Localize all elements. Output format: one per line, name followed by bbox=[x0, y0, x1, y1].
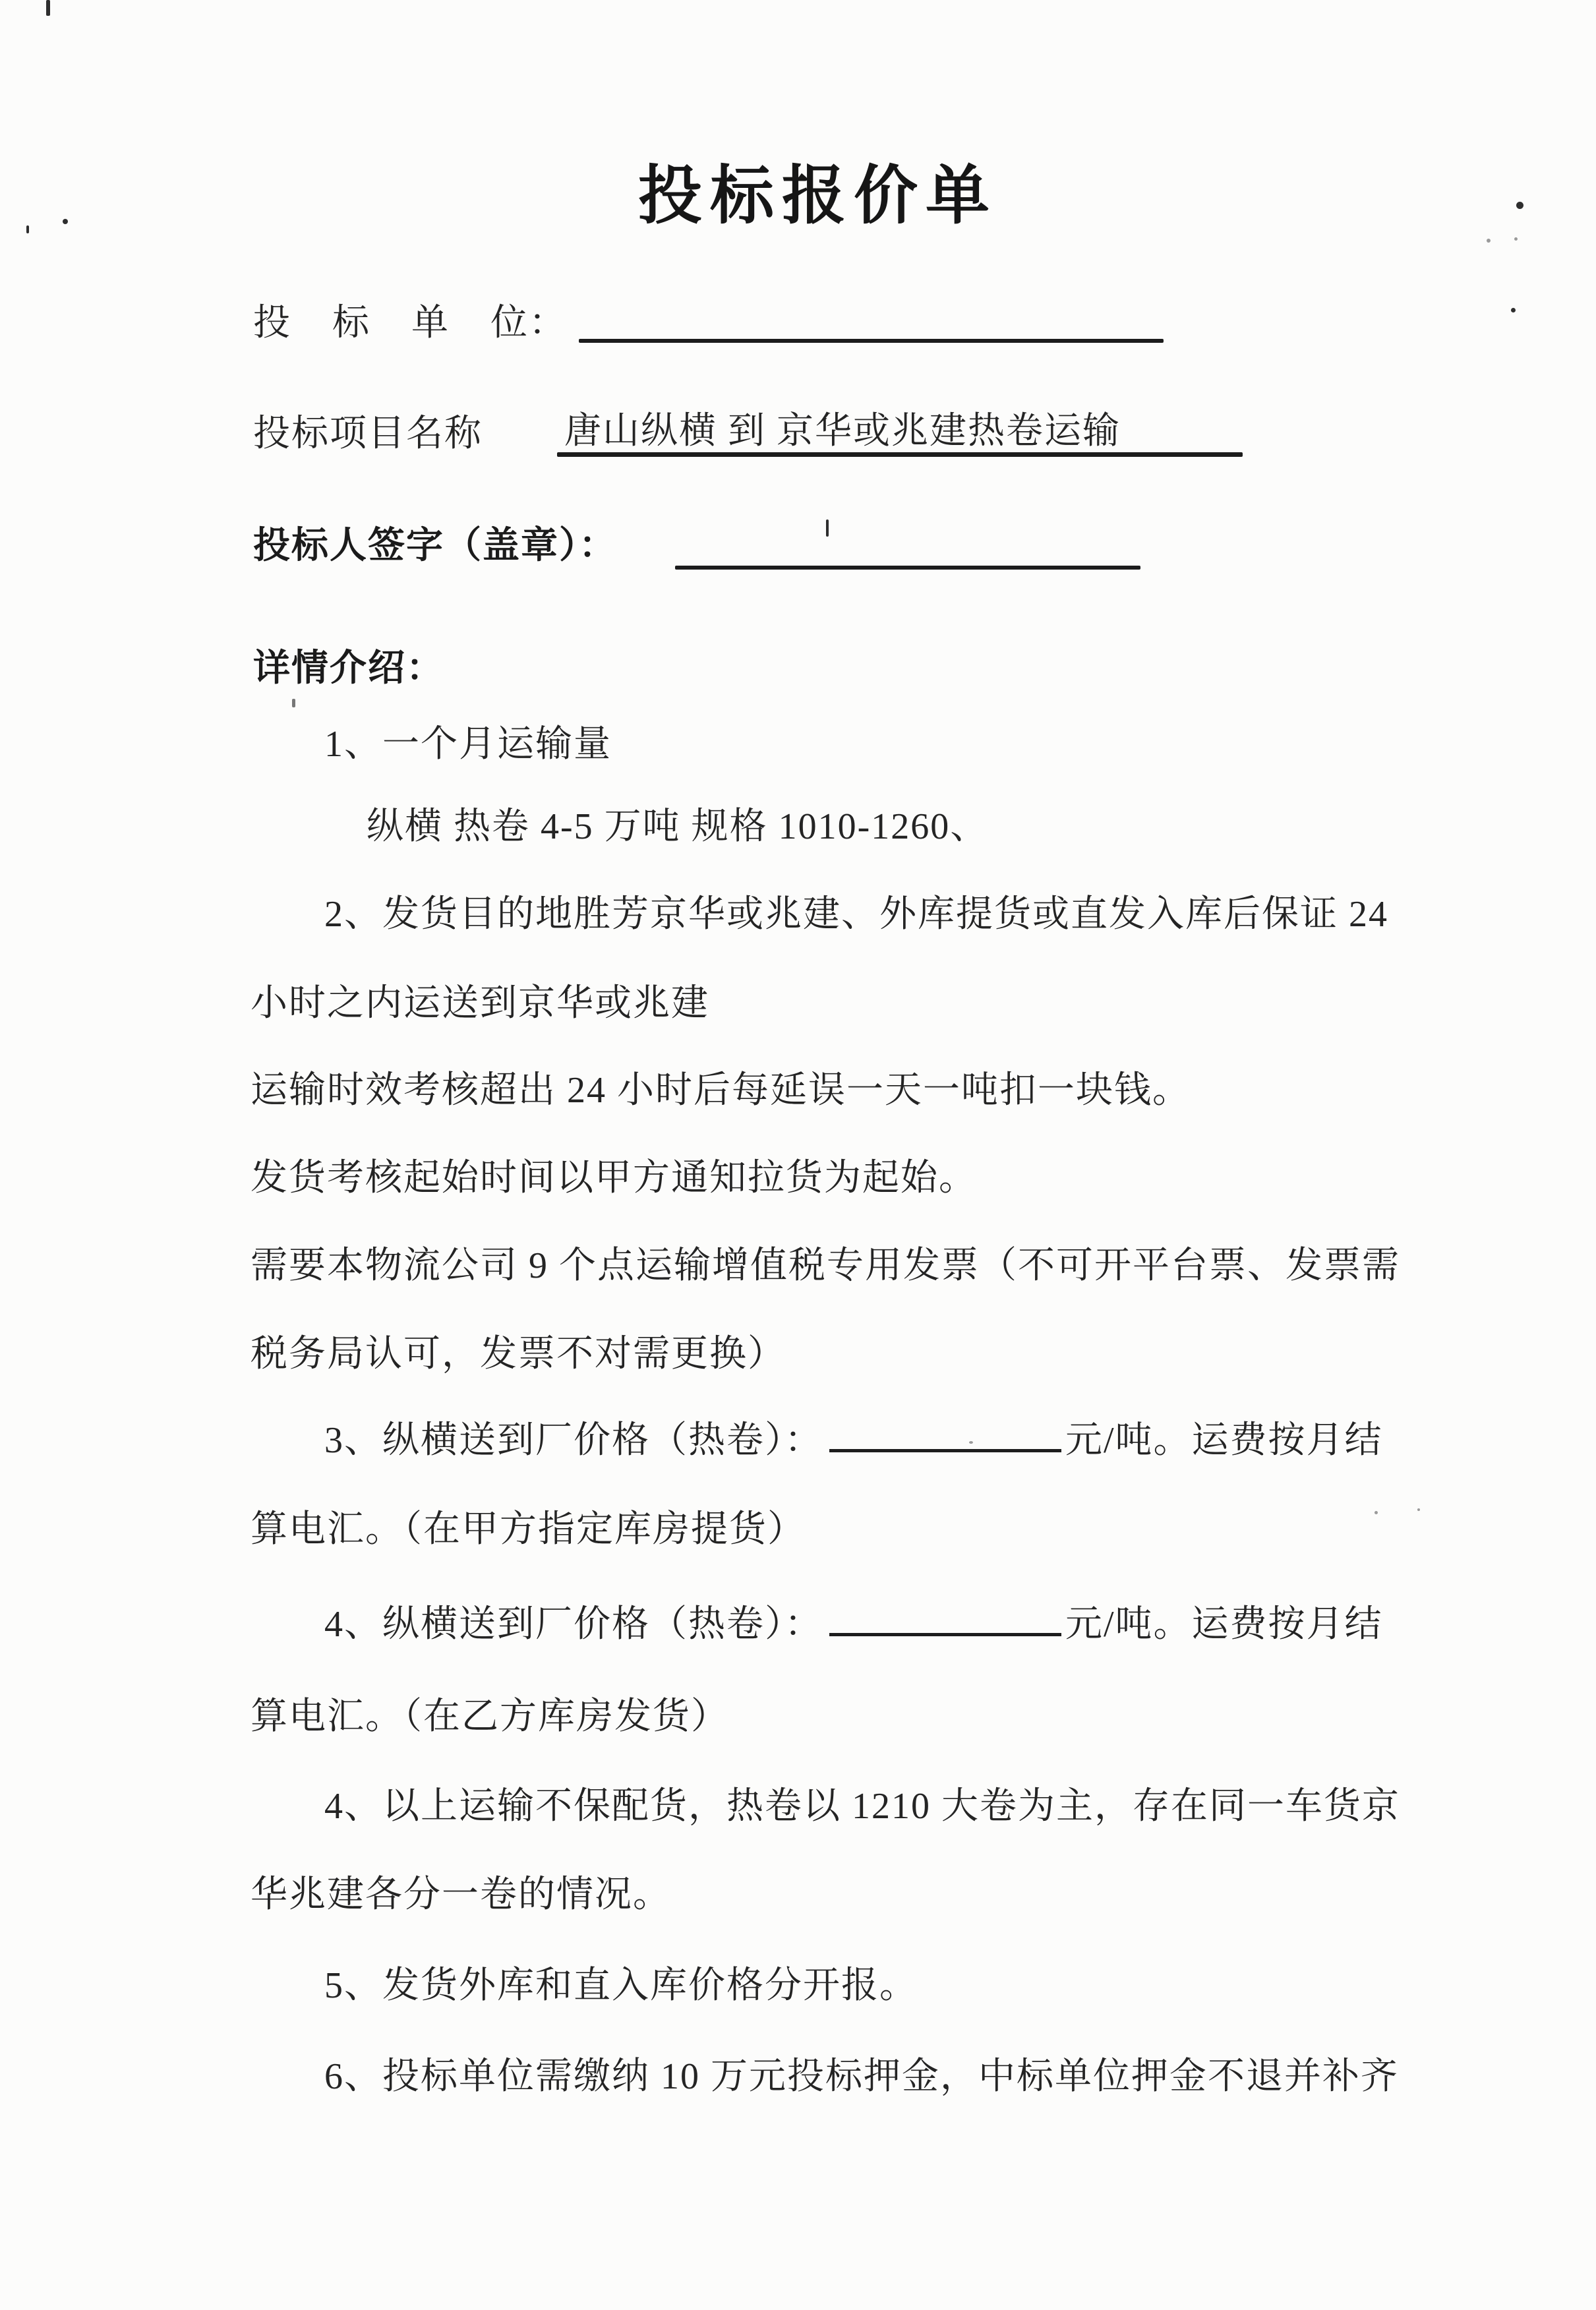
price-delivery-blank-field bbox=[829, 1604, 1061, 1636]
project-name-value: 唐山纵横 到 京华或兆建热卷运输 bbox=[564, 411, 1121, 452]
document-title: 投标报价单 bbox=[638, 161, 997, 231]
scan-artifact bbox=[46, 0, 50, 16]
details-heading: 详情介绍： bbox=[253, 648, 444, 689]
bidder-unit-label: 投 标 单 位： bbox=[253, 303, 567, 343]
line-delay-penalty: 运输时效考核超出 24 小时后每延误一天一吨扣一块钱。 bbox=[251, 1070, 1191, 1111]
line-destination-cont: 小时之内运送到京华或兆建 bbox=[251, 983, 709, 1024]
scan-artifact bbox=[826, 519, 829, 537]
bidder-unit-blank-line bbox=[579, 339, 1164, 343]
price-pickup-blank-field bbox=[829, 1420, 1061, 1452]
line-price-pickup bbox=[324, 1419, 1383, 1462]
signature-blank-line bbox=[675, 566, 1140, 570]
scan-artifact bbox=[1417, 1508, 1420, 1511]
line-price-pickup-settlement: 算电汇。（在甲方指定库房提货） bbox=[251, 1509, 806, 1550]
scan-artifact bbox=[63, 219, 68, 224]
line-price-delivery bbox=[324, 1603, 1383, 1645]
line-monthly-volume-detail: 纵横 热卷 4-5 万吨 规格 1010-1260、 bbox=[367, 806, 989, 847]
line-assessment-start: 发货考核起始时间以甲方通知拉货为起始。 bbox=[251, 1158, 977, 1199]
scan-artifact bbox=[1511, 308, 1516, 312]
line-price-delivery-settlement: 算电汇。（在乙方库房发货） bbox=[251, 1696, 729, 1737]
line-destination: 2、发货目的地胜芳京华或兆建、外库提货或直发入库后保证 24 bbox=[324, 894, 1388, 935]
scan-artifact bbox=[292, 699, 295, 707]
scan-artifact bbox=[1374, 1511, 1378, 1514]
price-pickup-label: 3、纵横送到厂价格（热卷）： bbox=[324, 1420, 823, 1461]
scan-artifact bbox=[1516, 202, 1523, 209]
line-separate-quote: 5、发货外库和直入库价格分开报。 bbox=[324, 1965, 918, 2006]
line-monthly-volume: 1、一个月运输量 bbox=[324, 724, 612, 765]
scan-artifact bbox=[26, 225, 29, 233]
line-invoice-requirement: 需要本物流公司 9 个点运输增值税专用发票（不可开平台票、发票需 bbox=[251, 1245, 1400, 1286]
project-name-label: 投标项目名称 bbox=[253, 413, 483, 454]
scan-artifact bbox=[1514, 237, 1518, 241]
scan-artifact bbox=[1487, 239, 1491, 243]
price-delivery-label: 4、纵横送到厂价格（热卷）： bbox=[324, 1604, 823, 1645]
project-name-underline bbox=[557, 452, 1243, 457]
line-no-consolidation-cont: 华兆建各分一卷的情况。 bbox=[251, 1874, 671, 1915]
line-invoice-requirement-cont: 税务局认可，发票不对需更换） bbox=[251, 1334, 786, 1375]
line-no-consolidation: 4、以上运输不保配货，热卷以 1210 大卷为主，存在同一车货京 bbox=[324, 1786, 1400, 1827]
price-pickup-unit: 元/吨。运费按月结 bbox=[1065, 1420, 1383, 1461]
signature-seal-label: 投标人签字（盖章）： bbox=[253, 525, 617, 566]
line-bid-deposit: 6、投标单位需缴纳 10 万元投标押金，中标单位押金不退并补齐 bbox=[324, 2056, 1399, 2097]
price-delivery-unit: 元/吨。运费按月结 bbox=[1065, 1604, 1383, 1645]
